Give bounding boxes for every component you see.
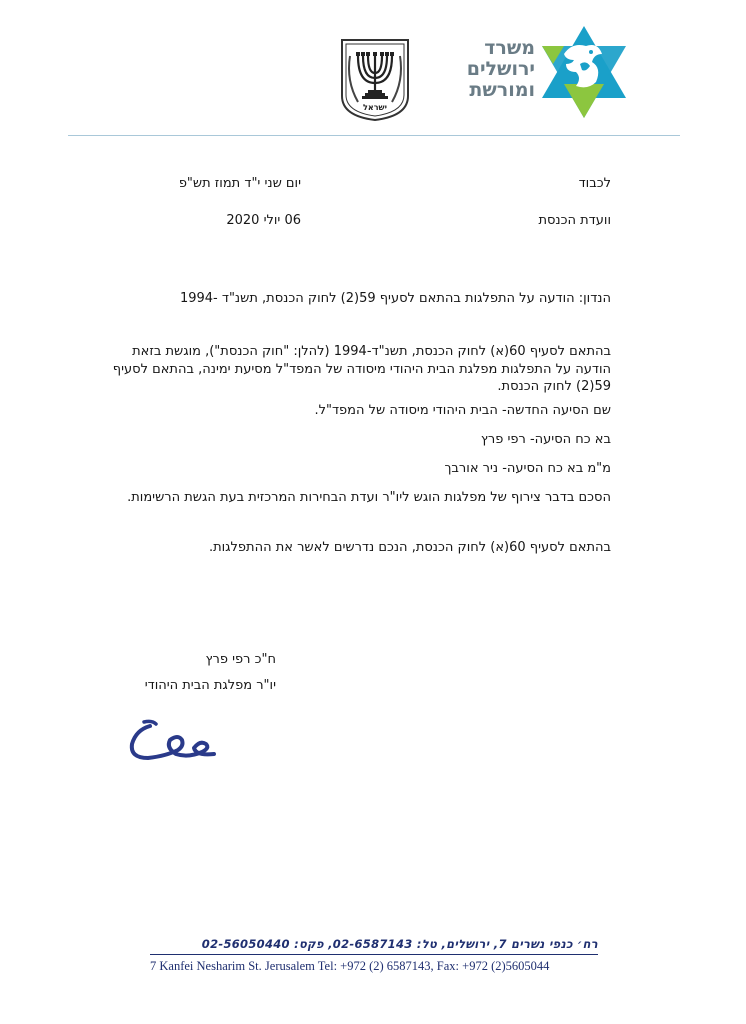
signatory-name: ח"כ רפי פרץ [205, 652, 276, 667]
footer-address-hebrew: רח׳ כנפי נשרים 7, ירושלים, טל: 02-6587143, פקס: 02-56050440 [201, 937, 598, 951]
footer-address-english: 7 Kanfei Nesharim St. Jerusalem Tel: +972 (2) 6587143, Fax: +972 (2)5605044 [150, 959, 550, 973]
ministry-star-logo-icon [536, 24, 632, 120]
menorah-emblem-icon [338, 36, 412, 122]
recipient-salutation: לכבוד [578, 176, 611, 191]
handwritten-signature [126, 718, 220, 768]
approval-request: בהתאם לסעיף 60(א) לחוק הכנסת, הנכם נדרשים לאשר את ההתפלגות. [208, 540, 611, 555]
hebrew-date: יום שני י"ד תמוז תש"פ [178, 176, 301, 191]
ministry-name-line: משרד [484, 37, 535, 59]
new-faction-name: שם הסיעה החדשה- הבית היהודי מיסודה של המפד"ל. [314, 403, 611, 418]
agreement-note: הסכם בדבר צירוף של מפלגות הוגש ליו"ר ועדת הבחירות המרכזית בעת הגשת הרשימות. [127, 490, 611, 505]
faction-head: בא כח הסיעה- רפי פרץ [480, 432, 611, 447]
body-paragraph: בהתאם לסעיף 60(א) לחוק הכנסת, תשנ"ד-1994 (להלן: "חוק הכנסת"), מוגשת בזאת הודעה על התפלגות מפלגת הבית היהודי מיסודה של המפד"ל מסיעת ימינה, בהתאם לסעיף 59(2) לחוק הכנסת. [112, 344, 611, 394]
footer-divider [150, 954, 598, 955]
signatory-title: יו"ר מפלגת הבית היהודי [144, 678, 276, 693]
ministry-name-line: ומורשת [469, 79, 535, 101]
date-block [179, 176, 301, 250]
gregorian-date: 06 יולי 2020 [226, 213, 301, 228]
header-divider [68, 135, 680, 136]
deputy-faction-head: מ"מ בא כח הסיעה- ניר אורבך [444, 461, 611, 476]
ministry-name [455, 38, 535, 101]
recipient-committee: וועדת הכנסת [538, 213, 611, 228]
emblem-caption: ישראל [363, 103, 387, 112]
ministry-name-line: ירושלים [466, 58, 535, 80]
recipient-block [538, 176, 611, 250]
subject-line: הנדון: הודעה על התפלגות בהתאם לסעיף 59(2) לחוק הכנסת, תשנ"ד -1994 [179, 291, 611, 306]
